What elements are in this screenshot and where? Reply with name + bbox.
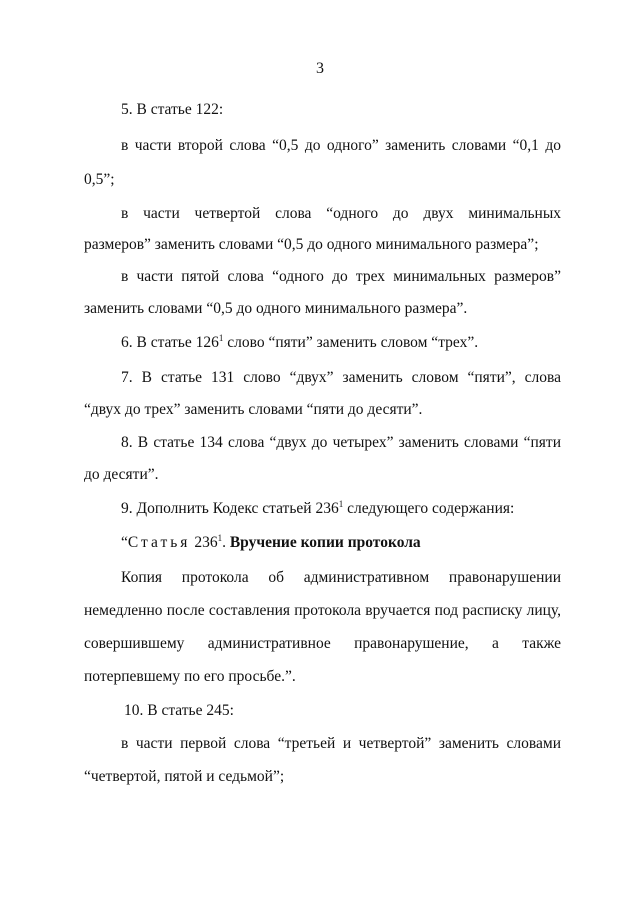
item-7-line2: “двух до трех” заменить словами “пяти до десяти”. [84,401,423,418]
item-5-part5-line1: в части пятой слова “одного до трех минимальных размеров” [121,268,561,285]
item-5-heading: 5. В статье 122: [121,101,224,118]
item-6-pre: 6. В статье 126 [121,334,219,351]
item-10-part1-line2: “четвертой, пятой и седьмой”; [84,768,285,785]
item-6 [121,333,478,353]
article-dot: . [222,534,230,551]
article-open-quote: “ [121,534,128,551]
item-5-part4-line2: размеров” заменить словами “0,5 до одного минимального размера”; [84,236,539,253]
item-10-part1-line1: в части первой слова “третьей и четвертой” заменить словами [121,735,561,752]
item-8-line1: 8. В статье 134 слова “двух до четырех” заменить словами “пяти [121,434,561,451]
item-5-part2-line1: в части второй слова “0,5 до одного” заменить словами “0,1 до [121,137,561,154]
item-5-part5-line2: заменить словами “0,5 до одного минимального размера”. [84,300,468,317]
item-5-part2-line2: 0,5”; [84,171,115,188]
item-6-sup: 1 [218,332,224,343]
item-9 [121,499,514,519]
article-heading [121,533,421,553]
article-body-line1: Копия протокола об административном правонарушении [121,569,561,586]
item-9-pre: 9. Дополнить Кодекс статьей 236 [121,500,339,517]
item-9-post: следующего содержания: [343,500,515,517]
article-body-line4: потерпевшему по его просьбе.”. [84,668,296,685]
article-body-line2: немедленно после составления протокола вручается под расписку лицу, [84,602,561,619]
article-number: 236 [190,534,218,551]
item-8-line2: до десяти”. [84,466,159,483]
item-9-sup: 1 [338,498,344,509]
article-body-line3: совершившему административное правонарушение, а также [84,635,561,652]
item-5-part4-line1: в части четвертой слова “одного до двух минимальных [121,205,561,222]
article-sup: 1 [217,532,223,543]
page-number: 3 [316,60,324,77]
article-title: Вручение копии протокола [229,534,421,551]
article-word: Статья [127,534,191,551]
item-7-line1: 7. В статье 131 слово “двух” заменить словом “пяти”, слова [121,369,561,386]
item-10-heading: 10. В статье 245: [124,702,234,719]
item-6-post: слово “пяти” заменить словом “трех”. [223,334,479,351]
